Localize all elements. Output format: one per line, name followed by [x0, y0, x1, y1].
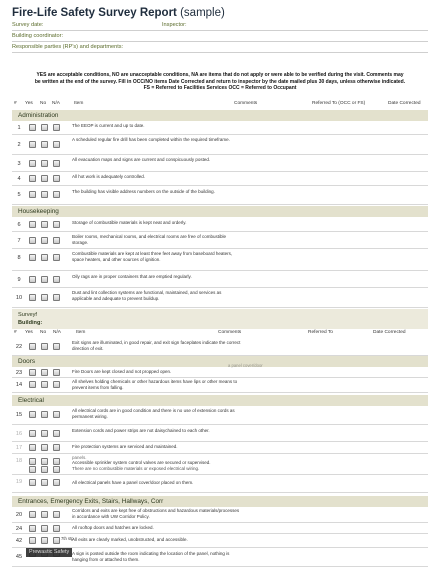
na-checkbox[interactable]	[53, 381, 60, 388]
yes-checkbox[interactable]	[29, 124, 36, 131]
na-checkbox[interactable]	[53, 466, 60, 473]
na-checkbox[interactable]	[53, 444, 60, 451]
na-checkbox[interactable]	[53, 191, 60, 198]
no-checkbox[interactable]	[41, 254, 48, 261]
yes-checkbox[interactable]	[29, 537, 36, 544]
no-checkbox[interactable]	[41, 343, 48, 350]
table-row: 1 The EEOP is current and up to date.	[12, 121, 428, 135]
table-row: 17 Fire protection systems are serviced and maintained.	[12, 442, 428, 454]
faint-overlap-text: a panel cover/door	[228, 363, 263, 368]
yes-checkbox[interactable]	[29, 430, 36, 437]
table-row: 7 Boiler rooms, mechanical rooms, and electrical rooms are free of combustible storage.	[12, 232, 428, 249]
na-checkbox[interactable]	[53, 160, 60, 167]
survey-date-field[interactable]: Survey date: Inspector:	[12, 20, 428, 31]
no-checkbox[interactable]	[41, 221, 48, 228]
table-row: 2 A scheduled regular fire drill has been completed within the required timeframe.	[12, 135, 428, 155]
no-checkbox[interactable]	[41, 160, 48, 167]
na-checkbox[interactable]	[53, 343, 60, 350]
na-checkbox[interactable]	[53, 237, 60, 244]
table-row: 42 7th stp All exits are clearly marked, unobstructed, and accessible.	[12, 534, 428, 548]
page-title: Fire-Life Safety Survey Report (sample)	[12, 7, 225, 19]
no-checkbox[interactable]	[41, 369, 48, 376]
table-row: 5 The building has visible address numbers on the outside of the building.	[12, 186, 428, 205]
yes-checkbox[interactable]	[29, 369, 36, 376]
instructions: YES are acceptable conditions, NO are unacceptable conditions, NA are items that do not apply or were able to be verified during the visit. Comments may be written at the end of the survey. Fill in OCC/NO items Date Corrected and return to inspector by the date mailed plus 30 days, unless otherwise indicated. FS = Referred to Facilities Services OCC = Referred to Occupant	[34, 72, 406, 92]
na-checkbox[interactable]	[53, 254, 60, 261]
table-row: 9 Oily rags are in proper containers that are emptied regularly.	[12, 271, 428, 288]
no-checkbox[interactable]	[41, 141, 48, 148]
table-row: 3 All evacuation maps and signs are current and conspicuously posted.	[12, 155, 428, 172]
table-row: 10 Dust and lint collection systems are functional, maintained, and services as applicable and adequate to prevent buildup.	[12, 288, 428, 308]
no-checkbox[interactable]	[41, 381, 48, 388]
inspector-label: Inspector:	[162, 22, 187, 28]
table-header: # Yes No N/A Item Comments Referred To Date Corrected	[14, 330, 406, 335]
table-row: 20 Corridors and exits are kept free of obstructions and hazardous materials/processes in accordance with UW Corridor Policy.	[12, 507, 428, 523]
na-checkbox[interactable]	[53, 430, 60, 437]
section-administration: Administration	[12, 110, 428, 121]
responsible-parties-field[interactable]: Responsible parties (RP's) and departments:	[12, 42, 428, 53]
yes-checkbox[interactable]	[29, 254, 36, 261]
table-header: # Yes No N/A Item Comments Referred To (OCC or FS) Date Corrected	[14, 101, 421, 106]
no-checkbox[interactable]	[41, 511, 48, 518]
no-checkbox[interactable]	[41, 525, 48, 532]
na-checkbox[interactable]	[53, 525, 60, 532]
no-checkbox[interactable]	[41, 175, 48, 182]
table-row: 24 All rooftop doors and hatches are locked.	[12, 523, 428, 534]
no-checkbox[interactable]	[41, 411, 48, 418]
yes-checkbox[interactable]	[29, 466, 36, 473]
building-coordinator-field[interactable]: Building coordinator:	[12, 31, 428, 42]
no-checkbox[interactable]	[41, 191, 48, 198]
yes-checkbox[interactable]	[29, 141, 36, 148]
yes-checkbox[interactable]	[29, 525, 36, 532]
table-row: 8 Combustible materials are kept at least three feet away from baseboard heaters, space heaters, and other sources of ignition.	[12, 249, 428, 271]
na-checkbox[interactable]	[53, 479, 60, 486]
na-checkbox[interactable]	[53, 124, 60, 131]
na-checkbox[interactable]	[53, 458, 60, 465]
yes-checkbox[interactable]	[29, 458, 36, 465]
table-row: 16 Extension cords and power strips are not daisychained to each other.	[12, 425, 428, 442]
yes-checkbox[interactable]	[29, 511, 36, 518]
yes-checkbox[interactable]	[29, 381, 36, 388]
yes-checkbox[interactable]	[29, 444, 36, 451]
na-checkbox[interactable]	[53, 411, 60, 418]
na-checkbox[interactable]	[53, 276, 60, 283]
yes-checkbox[interactable]	[29, 479, 36, 486]
na-checkbox[interactable]	[53, 369, 60, 376]
table-row: 45 Prewastic Safety A sign is posted outside the room indicating the location of the panel, nothing is hanging from or attached to them.	[12, 548, 428, 567]
yes-checkbox[interactable]	[29, 221, 36, 228]
table-row: 23 Fire Doors are kept closed and not propped open.	[12, 367, 428, 378]
table-row: 22 Exit signs are illuminated, in good repair, and exit sign faceplates indicate the correct direction of exit.	[12, 338, 428, 356]
yes-checkbox[interactable]	[29, 276, 36, 283]
no-checkbox[interactable]	[41, 458, 48, 465]
no-checkbox[interactable]	[41, 466, 48, 473]
table-row: 18 panels. Accessible sprinkler system control valves are secured or supervised. There are no combustible materials or exposed electrical wiring.	[12, 454, 428, 475]
section-doors: Doors	[12, 356, 428, 367]
yes-checkbox[interactable]	[29, 411, 36, 418]
yes-checkbox[interactable]	[29, 175, 36, 182]
table-row: 6 Storage of combustible materials is kept neat and orderly.	[12, 217, 428, 232]
no-checkbox[interactable]	[41, 430, 48, 437]
yes-checkbox[interactable]	[29, 237, 36, 244]
table-row: 14 All shelves holding chemicals or other hazardous items have lips or other means to prevent items from falling.	[12, 378, 428, 393]
table-row: 15 All electrical cords are in good condition and there is no use of extension cords as permanent wiring.	[12, 406, 428, 425]
no-checkbox[interactable]	[41, 237, 48, 244]
section-electrical: Electrical	[12, 395, 428, 406]
no-checkbox[interactable]	[41, 276, 48, 283]
table-row: 19 All electrical panels have a panel cover/door placed on them.	[12, 475, 428, 493]
no-checkbox[interactable]	[41, 124, 48, 131]
table-row: 4 All hot work is adequately controlled.	[12, 172, 428, 186]
report-header	[12, 6, 428, 53]
na-checkbox[interactable]	[53, 537, 60, 544]
section-entrances: Entrances, Emergency Exits, Stairs, Hallways, Corr	[12, 496, 428, 507]
na-checkbox[interactable]	[53, 511, 60, 518]
yes-checkbox[interactable]	[29, 294, 36, 301]
na-checkbox[interactable]	[53, 175, 60, 182]
yes-checkbox[interactable]	[29, 191, 36, 198]
yes-checkbox[interactable]	[29, 160, 36, 167]
na-checkbox[interactable]	[53, 294, 60, 301]
na-checkbox[interactable]	[53, 141, 60, 148]
no-checkbox[interactable]	[41, 294, 48, 301]
overlay-label: Prewastic Safety	[26, 548, 72, 557]
section-survey-building: Surveyf Building:	[12, 309, 428, 329]
na-checkbox[interactable]	[53, 221, 60, 228]
yes-checkbox[interactable]	[29, 343, 36, 350]
section-housekeeping: Housekeeping	[12, 206, 428, 217]
no-checkbox[interactable]	[41, 444, 48, 451]
no-checkbox[interactable]	[41, 479, 48, 486]
no-checkbox[interactable]	[41, 537, 48, 544]
